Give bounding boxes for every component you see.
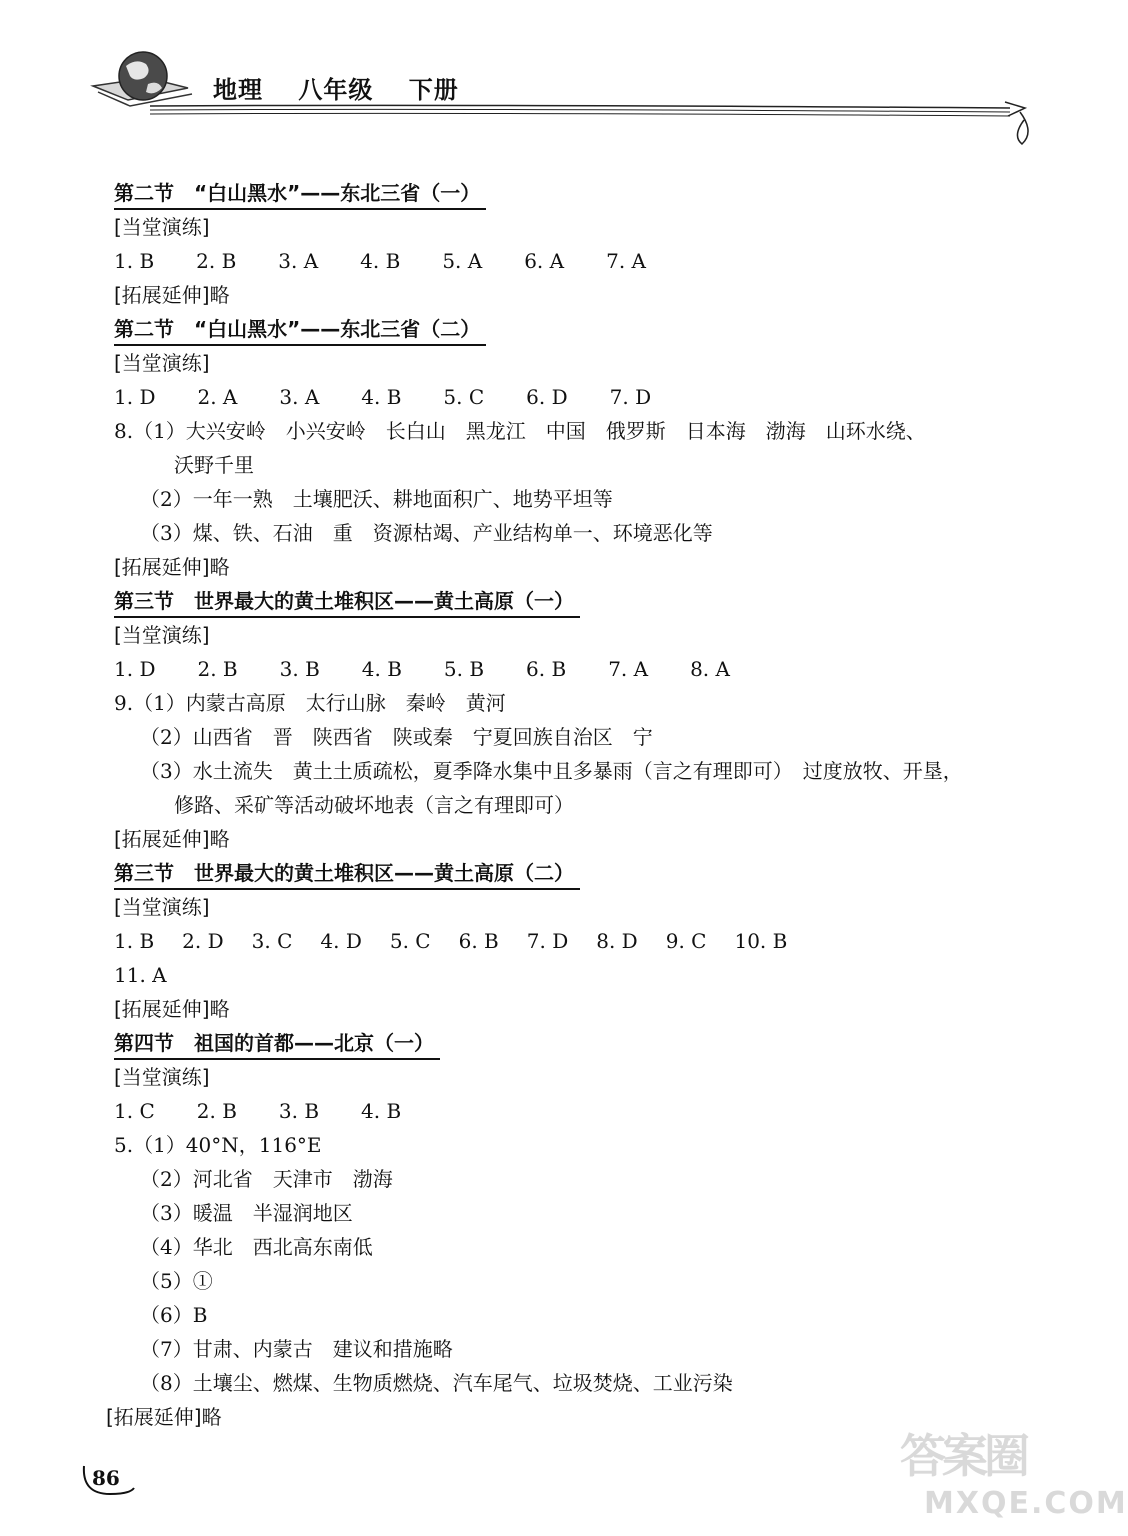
practice-label: [当堂演练] [114, 215, 210, 239]
extend-label: [拓展延伸]略 [114, 997, 230, 1021]
section-3 [114, 584, 1034, 856]
answer: 5. B [443, 657, 485, 681]
question-5-part-1: 5.（1）40°N，116°E [114, 1133, 322, 1157]
answer: 6. D [526, 385, 568, 409]
watermark-text: 答案圈 [900, 1429, 1026, 1483]
question-8-part-1-cont: 沃野千里 [174, 453, 254, 477]
answer: 5. C [389, 929, 431, 953]
answer-row [114, 380, 1034, 414]
section-title: 第二节 “白山黑水”——东北三省（二） [114, 314, 486, 346]
practice-label: [当堂演练] [114, 1065, 210, 1089]
answer: 1. D [114, 385, 156, 409]
section-5 [106, 1026, 1034, 1434]
answer: 7. A [608, 657, 649, 681]
answer: 2. B [196, 1099, 237, 1123]
answer: 5. A [442, 249, 483, 273]
question-5-part-4: （4）华北 西北高东南低 [140, 1235, 373, 1259]
answer-row [114, 652, 1034, 686]
question-9-part-3-cont: 修路、采矿等活动破坏地表（言之有理即可） [174, 793, 574, 817]
grade: 八年级 [298, 76, 374, 104]
section-title: 第四节 祖国的首都——北京（一） [114, 1028, 440, 1060]
answer: 6. B [458, 929, 499, 953]
answer: 6. A [524, 249, 565, 273]
answer: 7. A [606, 249, 646, 273]
answer: 8. A [690, 657, 730, 681]
question-5-part-5: （5）① [140, 1269, 213, 1293]
page-number: 86 [92, 1466, 120, 1490]
answer: 1. B [114, 929, 155, 953]
answer-row-2: 11. A [114, 963, 167, 987]
extend-label: [拓展延伸]略 [114, 827, 230, 851]
subject: 地理 [213, 76, 263, 104]
answer: 4. D [320, 929, 362, 953]
question-8-part-1: 8.（1）大兴安岭 小兴安岭 长白山 黑龙江 中国 俄罗斯 日本海 渤海 山环水绕、 [114, 419, 926, 443]
answer: 3. A [279, 385, 320, 409]
answer: 5. C [443, 385, 485, 409]
answer: 4. B [360, 249, 401, 273]
question-5-part-3: （3）暖温 半湿润地区 [140, 1201, 353, 1225]
section-1 [114, 176, 1034, 312]
question-8-part-2: （2）一年一熟 土壤肥沃、耕地面积广、地势平坦等 [140, 487, 613, 511]
extend-label: [拓展延伸]略 [114, 555, 230, 579]
answer-content [106, 176, 1034, 1434]
volume: 下册 [408, 76, 459, 104]
question-9-part-3: （3）水土流失 黄土土质疏松，夏季降水集中且多暴雨（言之有理即可） 过度放牧、开垦， [140, 759, 963, 783]
question-5-part-2: （2）河北省 天津市 渤海 [140, 1167, 393, 1191]
answer: 2. A [197, 385, 238, 409]
practice-label: [当堂演练] [114, 895, 210, 919]
practice-label: [当堂演练] [114, 351, 210, 375]
answer-row [114, 244, 1034, 278]
answer: 6. B [526, 657, 567, 681]
answer: 1. C [114, 1099, 155, 1123]
watermark-logo [900, 1420, 1128, 1530]
answer: 1. B [114, 249, 155, 273]
section-title: 第三节 世界最大的黄土堆积区——黄土高原（一） [114, 586, 580, 618]
answer: 10. B [734, 929, 788, 953]
question-8-part-3: （3）煤、铁、石油 重 资源枯竭、产业结构单一、环境恶化等 [140, 521, 713, 545]
answer: 1. D [114, 657, 156, 681]
answer: 3. B [279, 657, 320, 681]
practice-label: [当堂演练] [114, 623, 210, 647]
question-5-part-6: （6）B [140, 1303, 208, 1327]
question-9-part-2: （2）山西省 晋 陕西省 陕或秦 宁夏回族自治区 宁 [140, 725, 653, 749]
question-5-part-8: （8）土壤尘、燃煤、生物质燃烧、汽车尾气、垃圾焚烧、工业污染 [140, 1371, 733, 1395]
answer: 3. A [278, 249, 319, 273]
section-title: 第三节 世界最大的黄土堆积区——黄土高原（二） [114, 858, 580, 890]
answer: 4. B [361, 385, 402, 409]
answer: 3. B [278, 1099, 320, 1123]
section-title: 第二节 “白山黑水”——东北三省（一） [114, 178, 486, 210]
question-9-part-1: 9.（1）内蒙古高原 太行山脉 秦岭 黄河 [114, 691, 506, 715]
extend-label: [拓展延伸]略 [114, 283, 230, 307]
answer: 7. D [609, 385, 652, 409]
answer: 2. D [182, 929, 224, 953]
extend-label: [拓展延伸]略 [106, 1405, 222, 1429]
section-4 [114, 856, 1034, 1026]
answer: 9. C [665, 929, 707, 953]
header-rule-lines [150, 92, 1050, 152]
answer: 4. B [361, 1099, 402, 1123]
answer: 8. D [596, 929, 638, 953]
answer: 2. B [196, 249, 237, 273]
answer: 4. B [361, 657, 402, 681]
answer: 7. D [526, 929, 569, 953]
answer-row [114, 1094, 1034, 1128]
answer-row [114, 924, 1034, 958]
answer: 2. B [197, 657, 238, 681]
watermark-url: MXQE.COM [924, 1486, 1128, 1521]
page-header [0, 0, 1059, 150]
question-5-part-7: （7）甘肃、内蒙古 建议和措施略 [140, 1337, 453, 1361]
answer: 3. C [251, 929, 293, 953]
section-2 [114, 312, 1034, 584]
